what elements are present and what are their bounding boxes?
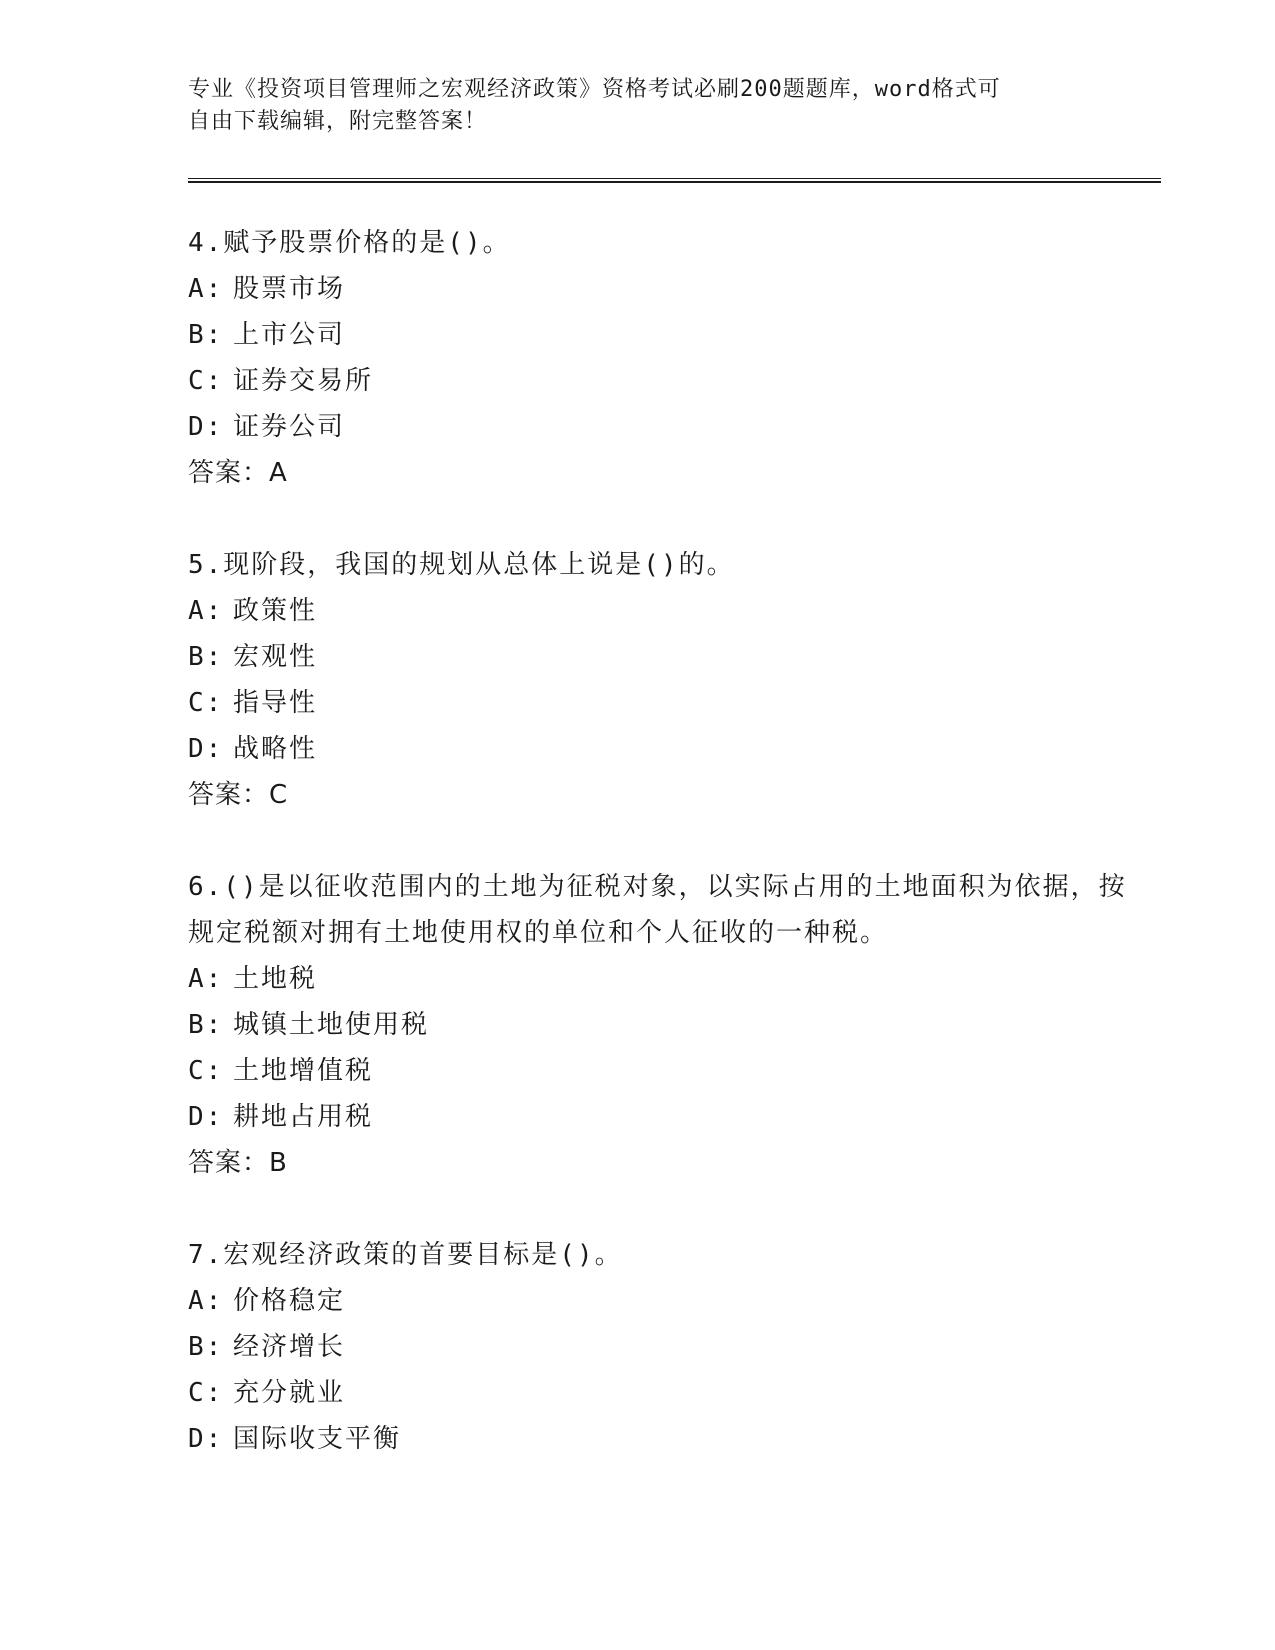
option-text: 政策性: [233, 596, 318, 626]
answer-line: 答案：A: [188, 458, 288, 488]
option-text: 价格稳定: [233, 1286, 346, 1316]
option-d: [188, 1416, 1148, 1462]
option-b: [188, 1324, 1148, 1370]
option-a: [188, 956, 1148, 1002]
option-letter: B:: [188, 1332, 224, 1362]
question-item: [188, 1232, 1148, 1462]
question-stem: 4.赋予股票价格的是()。: [188, 228, 511, 258]
option-b: [188, 634, 1148, 680]
option-a: [188, 588, 1148, 634]
option-letter: C:: [188, 1378, 224, 1408]
option-c: [188, 1370, 1148, 1416]
option-a: [188, 266, 1148, 312]
option-text: 国际收支平衡: [233, 1424, 402, 1454]
answer-line: 答案：C: [188, 780, 289, 810]
question-list: [188, 230, 1148, 1508]
option-text: 经济增长: [233, 1332, 346, 1362]
option-text: 土地税: [233, 964, 318, 994]
option-c: [188, 358, 1148, 404]
question-item: [188, 864, 1148, 1186]
option-letter: D:: [188, 412, 224, 442]
option-letter: B:: [188, 1010, 224, 1040]
option-text: 城镇土地使用税: [233, 1010, 430, 1040]
header-title-line-2: 自由下载编辑，附完整答案！: [188, 109, 488, 134]
option-b: [188, 1002, 1148, 1048]
document-header: [188, 74, 1088, 138]
option-text: 宏观性: [233, 642, 318, 672]
option-letter: C:: [188, 366, 224, 396]
option-letter: A:: [188, 964, 224, 994]
option-d: [188, 726, 1148, 772]
option-text: 充分就业: [233, 1378, 346, 1408]
option-letter: D:: [188, 1424, 224, 1454]
option-text: 证券交易所: [233, 366, 374, 396]
option-letter: A:: [188, 596, 224, 626]
option-letter: C:: [188, 688, 224, 718]
option-text: 上市公司: [233, 320, 346, 350]
question-stem: 6.()是以征收范围内的土地为征税对象，以实际占用的土地面积为依据，按规定税额对拥有土地使用权的单位和个人征收的一种税。: [188, 872, 1127, 948]
option-text: 股票市场: [233, 274, 346, 304]
option-a: [188, 1278, 1148, 1324]
question-item: [188, 542, 1148, 818]
header-title-line-1: 专业《投资项目管理师之宏观经济政策》资格考试必刷200题题库，word格式可: [188, 77, 1001, 102]
option-letter: D:: [188, 734, 224, 764]
option-text: 指导性: [233, 688, 318, 718]
question-stem: 5.现阶段，我国的规划从总体上说是()的。: [188, 550, 735, 580]
option-c: [188, 1048, 1148, 1094]
option-text: 土地增值税: [233, 1056, 374, 1086]
option-c: [188, 680, 1148, 726]
option-d: [188, 1094, 1148, 1140]
option-d: [188, 404, 1148, 450]
option-letter: C:: [188, 1056, 224, 1086]
answer-line: 答案：B: [188, 1148, 288, 1178]
option-letter: A:: [188, 1286, 224, 1316]
question-item: [188, 220, 1148, 496]
option-letter: D:: [188, 1102, 224, 1132]
option-text: 战略性: [233, 734, 318, 764]
option-text: 证券公司: [233, 412, 346, 442]
option-letter: A:: [188, 274, 224, 304]
option-text: 耕地占用税: [233, 1102, 374, 1132]
option-letter: B:: [188, 642, 224, 672]
option-b: [188, 312, 1148, 358]
option-letter: B:: [188, 320, 224, 350]
header-divider: [188, 178, 1161, 183]
question-stem: 7.宏观经济政策的首要目标是()。: [188, 1240, 623, 1270]
